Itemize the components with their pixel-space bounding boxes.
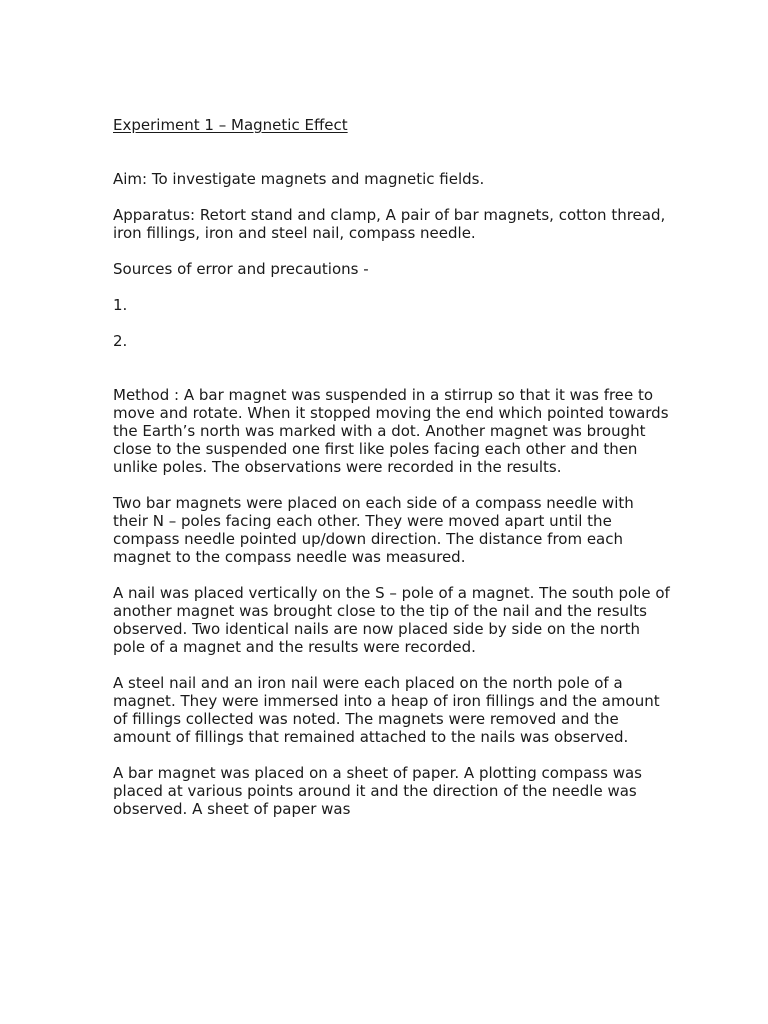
sources-heading: Sources of error and precautions - — [113, 260, 369, 278]
document-page — [113, 116, 673, 818]
document-title: Experiment 1 – Magnetic Effect — [113, 116, 348, 134]
aim-paragraph: Aim: To investigate magnets and magnetic fields. — [113, 170, 485, 188]
body-paragraph: Two bar magnets were placed on each side of a compass needle with their N – poles facing each other. They were moved apart until the compass needle pointed up/down direction. The distance from each magnet to the compass needle was measured. — [113, 494, 634, 566]
list-item: 1. — [113, 296, 128, 314]
list-item: 2. — [113, 332, 128, 350]
body-paragraph: A nail was placed vertically on the S – pole of a magnet. The south pole of another magnet was brought close to the tip of the nail and the results observed. Two identical nails are now placed side by side on the north pole of a magnet and the results were recorded. — [113, 584, 670, 656]
body-paragraph: A bar magnet was placed on a sheet of paper. A plotting compass was placed at various points around it and the direction of the needle was observed. A sheet of paper was — [113, 764, 642, 818]
apparatus-paragraph: Apparatus: Retort stand and clamp, A pair of bar magnets, cotton thread, iron fillings, iron and steel nail, compass needle. — [113, 206, 666, 242]
body-paragraph: A steel nail and an iron nail were each placed on the north pole of a magnet. They were immersed into a heap of iron fillings and the amount of fillings collected was noted. The magnets were removed and the amount of fillings that remained attached to the nails was observed. — [113, 674, 660, 746]
method-paragraph: Method : A bar magnet was suspended in a stirrup so that it was free to move and rotate. When it stopped moving the end which pointed towards the Earth’s north was marked with a dot. Another magnet was brought close to the suspended one first like poles facing each other and then unlike poles. The observations were recorded in the results. — [113, 386, 669, 476]
